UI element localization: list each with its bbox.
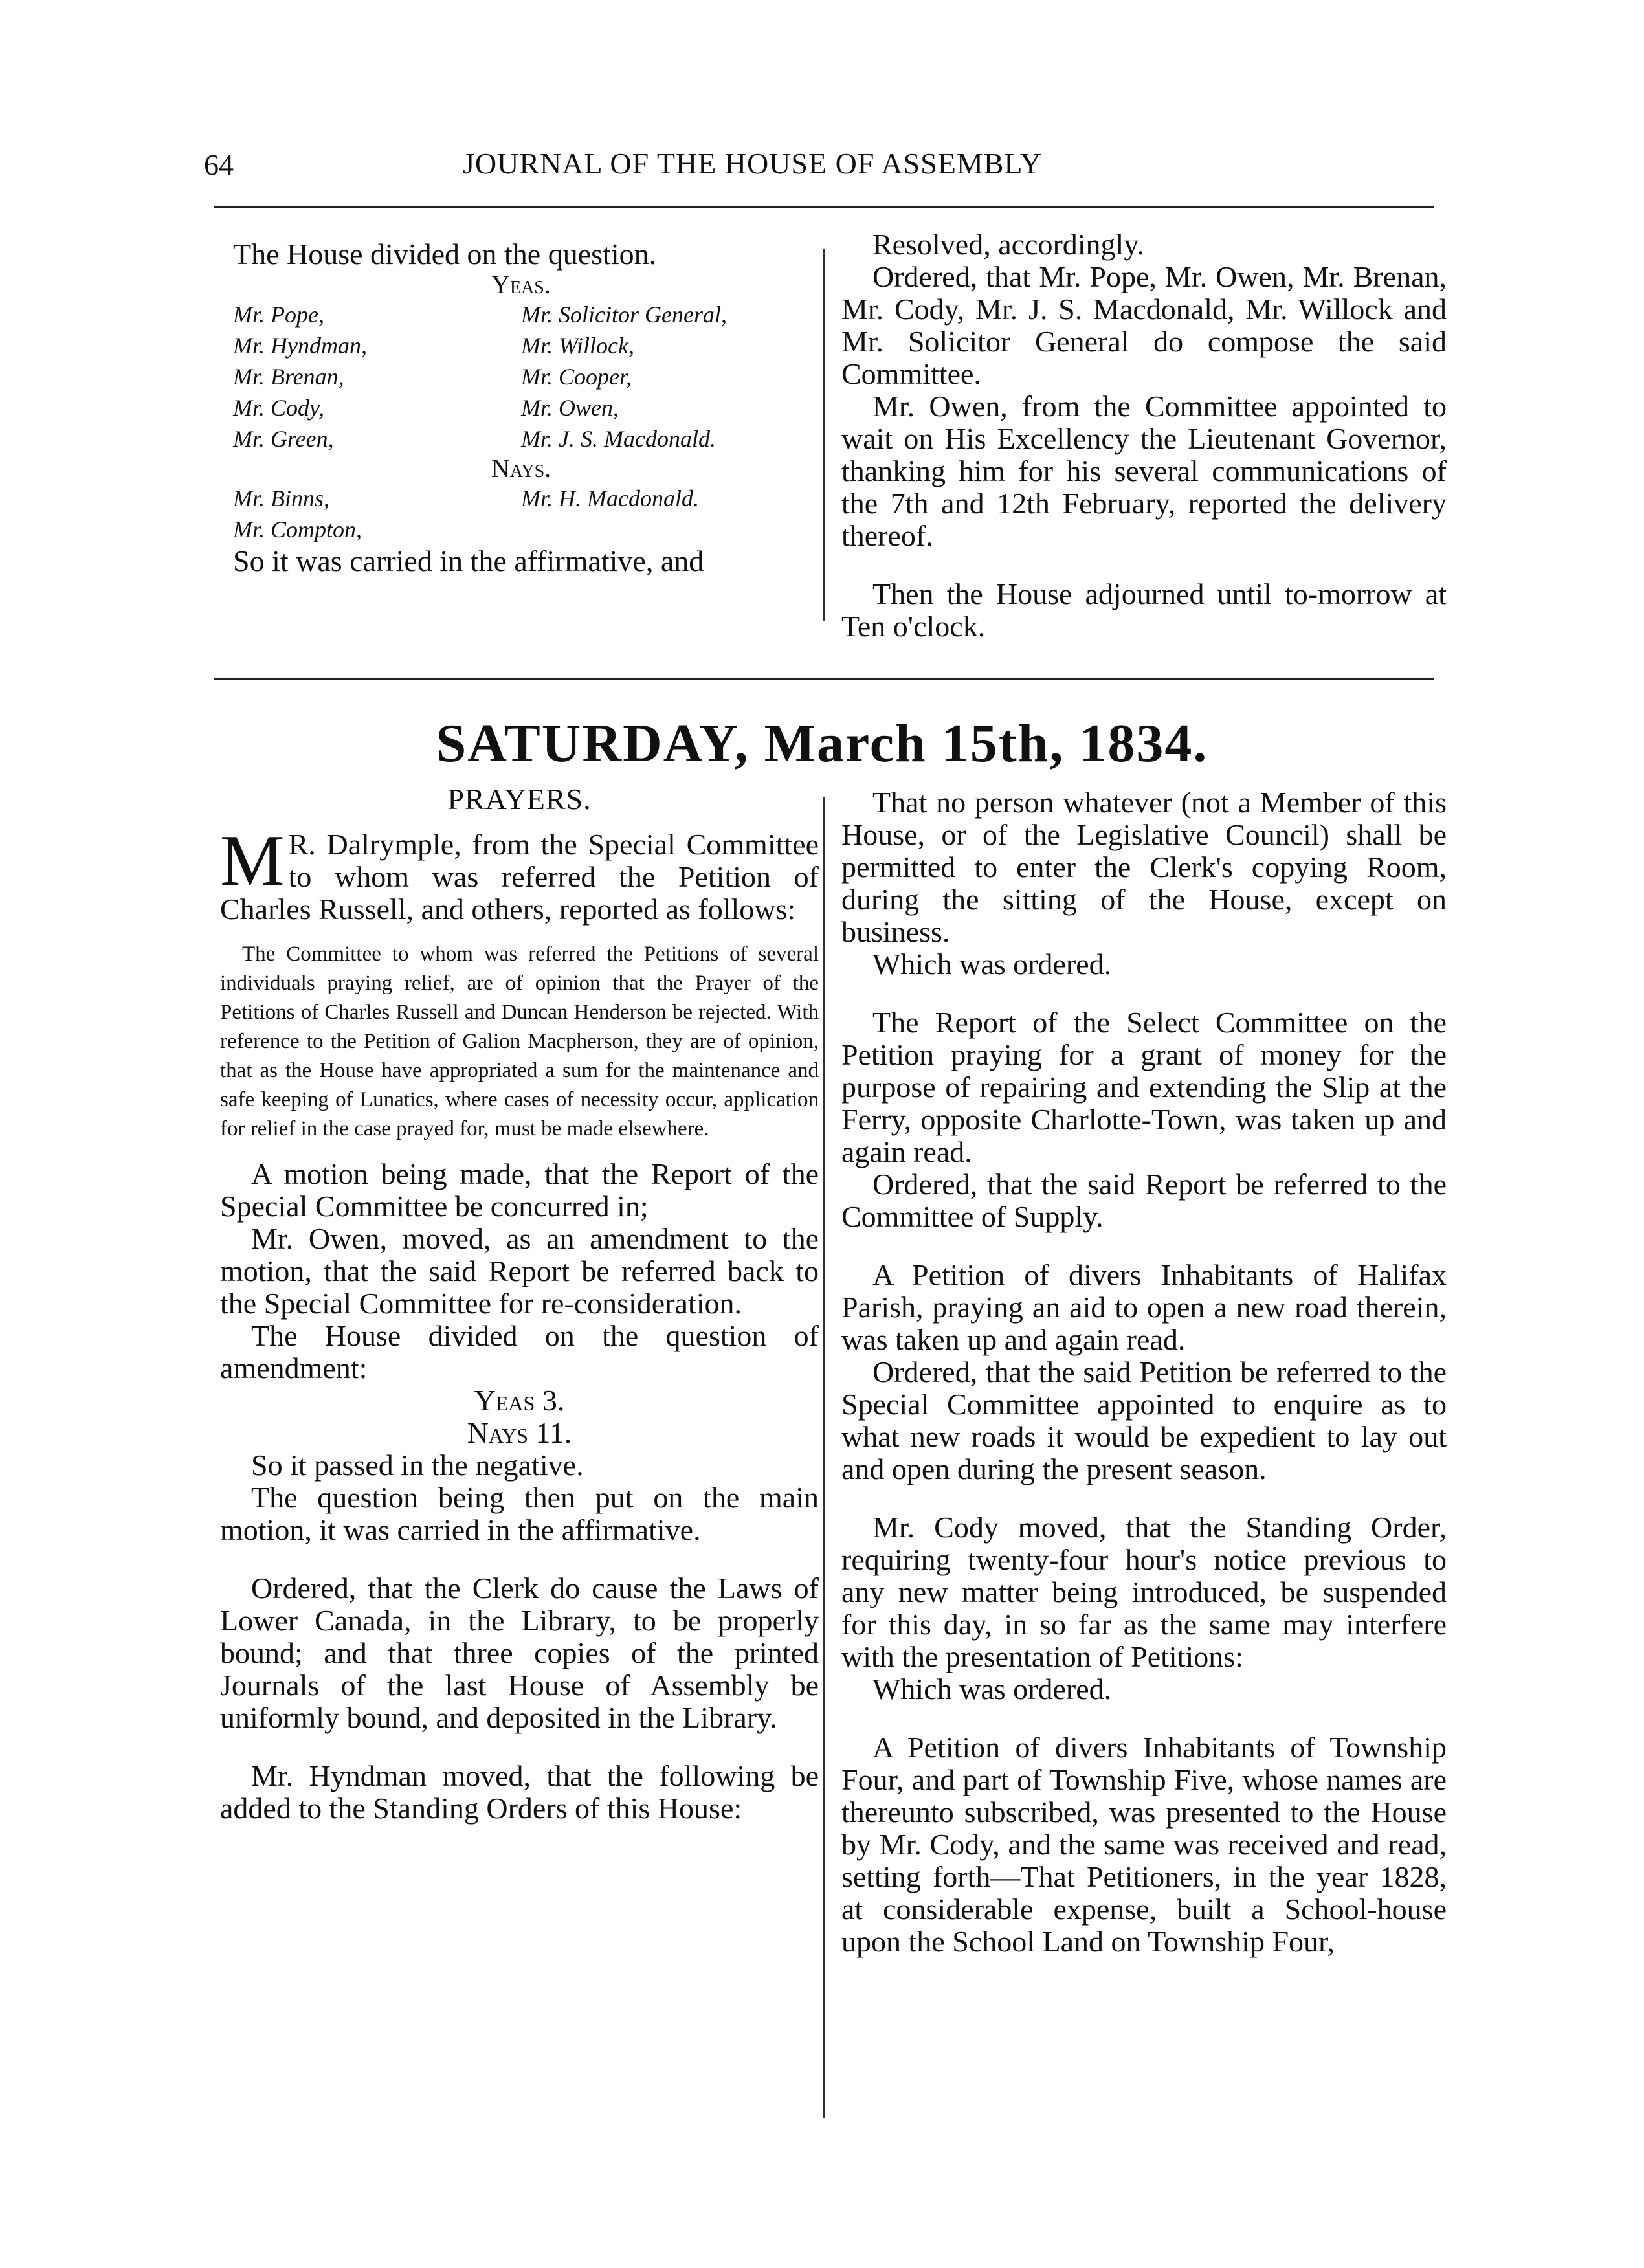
owen-report-paragraph: Mr. Owen, from the Committee appointed to wait on His Excellency the Lieutenant Governor, thanking him for his several communications of the 7th and 12th February, reported the delivery thereof. [841, 390, 1447, 552]
division-result: So it was carried in the affirmative, and [233, 544, 704, 577]
prayers-heading: PRAYERS. [447, 783, 592, 816]
nay-member: Mr. Binns, [233, 485, 330, 511]
resolved-paragraph: Resolved, accordingly. [872, 228, 1144, 261]
nays-count: Nays 11. [467, 1416, 572, 1449]
nays-list [233, 483, 809, 545]
running-title: JOURNAL OF THE HOUSE OF ASSEMBLY [463, 147, 1043, 180]
session-date-heading: SATURDAY, March 15th, 1834. [436, 713, 1208, 773]
resolution-column [841, 228, 1447, 643]
ordered-laws-paragraph: Ordered, that the Clerk do cause the Laws of Lower Canada, in the Library, to be properly bound; and that three copies of the printed Journals of the last House of Assembly be uniformly bound, and deposited in the Library. [220, 1572, 819, 1734]
halifax-petition-paragraph: A Petition of divers Inhabitants of Halifax Parish, praying an aid to open a new road therein, was taken up and again read. [841, 1258, 1447, 1356]
slip-ordered-paragraph: Ordered, that the said Report be referred to the Committee of Supply. [841, 1168, 1447, 1233]
motion-paragraph: A motion being made, that the Report of the Special Committee be concurred in; [220, 1157, 819, 1223]
division-amendment-paragraph: The House divided on the question of amendment: [220, 1319, 819, 1384]
negative-result: So it passed in the negative. [251, 1449, 584, 1482]
standing-order-paragraph: That no person whatever (not a Member of this House, or of the Legislative Council) shall be permitted to enter the Clerk's copying Room, during the sitting of the House, except on business. [841, 786, 1447, 948]
right-column [841, 786, 1447, 1958]
column-divider-top [823, 249, 825, 621]
halifax-ordered-paragraph: Ordered, that the said Petition be referred to the Special Committee appointed to enquire as to what new roads it would be expedient to lay out and open during the present season. [841, 1355, 1447, 1485]
header-rule [214, 206, 1434, 208]
yeas-heading: Yeas. [491, 270, 551, 299]
left-column [220, 821, 819, 1825]
ordered-committee-paragraph: Ordered, that Mr. Pope, Mr. Owen, Mr. Brenan, Mr. Cody, Mr. J. S. Macdonald, Mr. Willock and Mr. Solicitor General do compose the said Committee. [841, 260, 1447, 390]
ordered-paragraph-1: Which was ordered. [872, 948, 1112, 981]
yea-member: Mr. Brenan, [233, 364, 344, 390]
nay-member: Mr. Compton, [233, 517, 362, 542]
yea-member: Mr. Cooper, [521, 364, 632, 390]
ordered-paragraph-2: Which was ordered. [872, 1673, 1112, 1706]
cody-motion-paragraph: Mr. Cody moved, that the Standing Order, requiring twenty-four hour's notice previous to any new matter being introduced, be suspended for this day, in so far as the same may interfere with the presentation of Petitions: [841, 1511, 1447, 1673]
hyndman-motion-paragraph: Mr. Hyndman moved, that the following be added to the Standing Orders of this House: [220, 1759, 819, 1825]
yeas-count: Yeas 3. [474, 1384, 565, 1417]
nays-heading: Nays. [491, 454, 551, 483]
dalrymple-text: R. Dalrymple, from the Special Committee to whom was referred the Petition of Charles Russell, and others, reported as follows: [220, 828, 819, 926]
nay-member [521, 514, 809, 545]
division-intro: The House divided on the question. [233, 238, 657, 271]
yea-member: Mr. Green, [233, 426, 334, 452]
page-number: 64 [204, 148, 234, 181]
dalrymple-paragraph [220, 821, 819, 926]
slip-report-paragraph: The Report of the Select Committee on the Petition praying for a grant of money for the purpose of repairing and extending the Slip at the Ferry, opposite Charlotte-Town, was taken up and again read. [841, 1006, 1447, 1168]
yeas-list [233, 299, 809, 454]
amendment-paragraph: Mr. Owen, moved, as an amendment to the motion, that the said Report be referred back to the Special Committee for re-consideration. [220, 1222, 819, 1320]
column-divider-main [823, 797, 825, 2118]
drop-cap: M [220, 821, 285, 901]
yea-member: Mr. J. S. Macdonald. [521, 426, 716, 452]
nay-member: Mr. H. Macdonald. [521, 485, 699, 511]
yea-member: Mr. Cody, [233, 395, 325, 421]
yea-member: Mr. Owen, [521, 395, 619, 421]
yea-member: Mr. Pope, [233, 302, 324, 328]
section-rule [214, 678, 1434, 680]
township-petition-paragraph: A Petition of divers Inhabitants of Township Four, and part of Township Five, whose names are thereunto subscribed, was presented to the House by Mr. Cody, and the same was received and read, setting forth—That Petitioners, in the year 1828, at considerable expense, built a School-house upon the School Land on Township Four, [841, 1731, 1447, 1958]
yea-member: Mr. Solicitor General, [521, 302, 727, 328]
division-list-column [233, 238, 809, 577]
adjournment-paragraph: Then the House adjourned until to-morrow at Ten o'clock. [841, 577, 1447, 643]
yea-member: Mr. Willock, [521, 333, 634, 359]
committee-report: The Committee to whom was referred the Petitions of several individuals praying relief, are of opinion that the Prayer of the Petitions of Charles Russell and Duncan Henderson be rejected. With reference to the Petition of Galion Macpherson, they are of opinion, that as the House have appropriated a sum for the maintenance and safe keeping of Lunatics, where cases of necessity occur, application for relief in the case prayed for, must be made elsewhere. [220, 942, 819, 1140]
yea-member: Mr. Hyndman, [233, 333, 367, 359]
main-motion-result: The question being then put on the main motion, it was carried in the affirmative. [220, 1481, 819, 1546]
